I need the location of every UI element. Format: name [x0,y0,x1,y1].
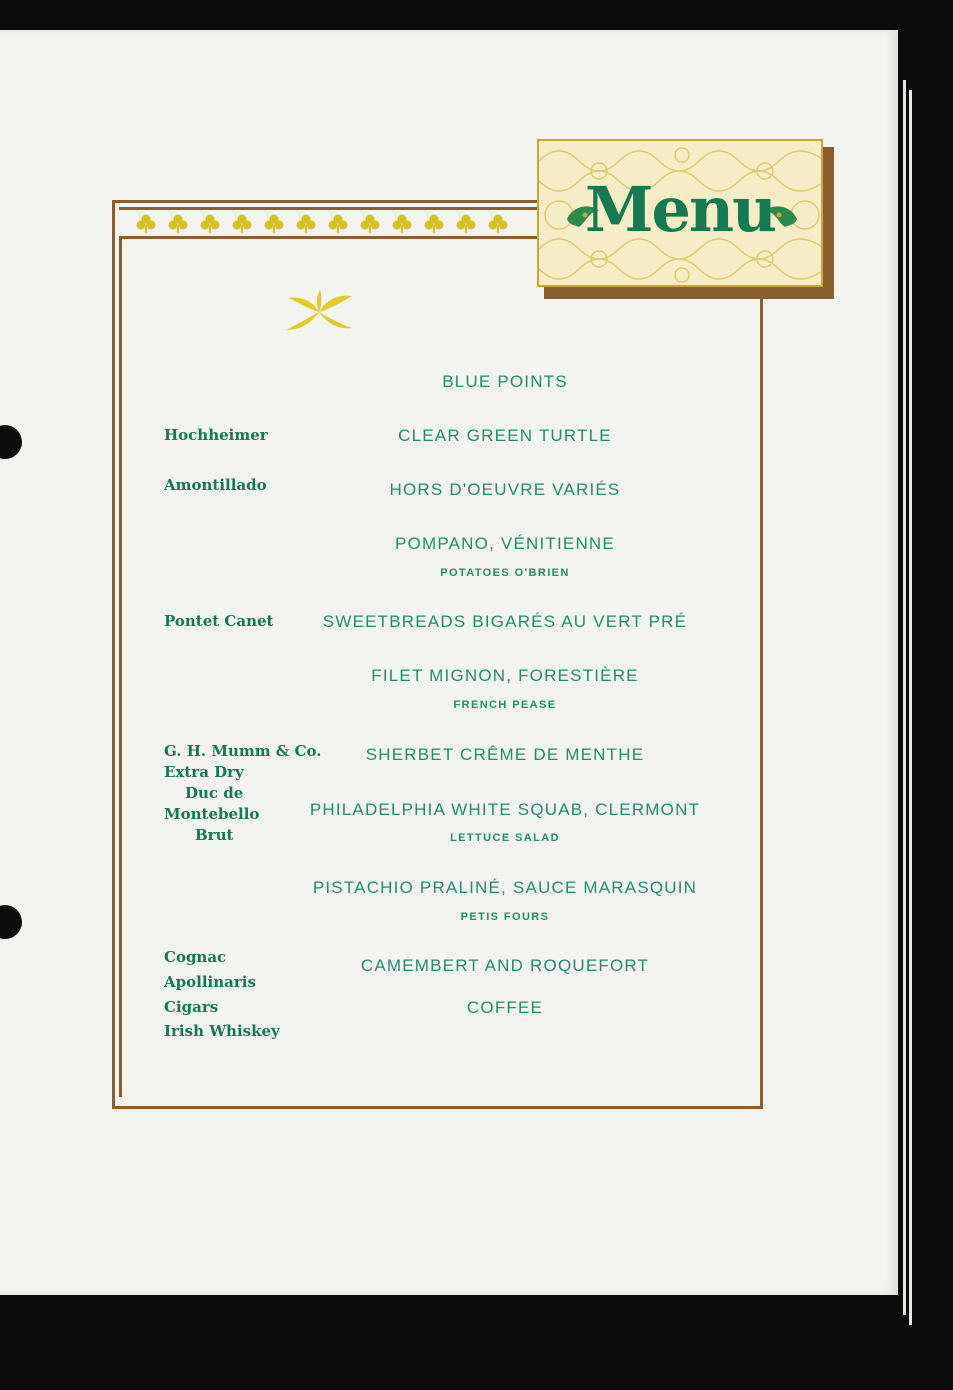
course-filet-mignon: FILET MIGNON, FORESTIÈRE [371,666,639,685]
course-sweetbreads: SWEETBREADS BIGARÉS AU VERT PRÉ [322,612,688,631]
clover-icon [229,213,255,233]
course-hors-doeuvre: HORS D'OEUVRE VARIÉS [389,480,621,499]
course-squab: PHILADELPHIA WHITE SQUAB, CLERMONT [309,800,701,819]
wine-item: Extra Dry [164,763,244,781]
course-pistachio: PISTACHIO PRALINÉ, SAUCE MARASQUIN [312,878,698,897]
wine-item: Pontet Canet [164,612,274,630]
clover-icon [133,213,159,233]
clover-icon [261,213,287,233]
wine-item: Brut [195,826,234,844]
punch-hole [0,425,22,459]
wine-item: Cigars [164,998,219,1016]
course-accompaniment: FRENCH PEASE [453,699,557,711]
course-sherbet: SHERBET CRÊME DE MENTHE [365,745,645,764]
wine-item: Hochheimer [164,426,268,444]
clover-icon [421,213,447,233]
clover-icon [293,213,319,233]
course-accompaniment: PETIS FOURS [460,911,550,923]
punch-hole [0,905,22,939]
clover-icon [453,213,479,233]
clover-icon [485,213,511,233]
clover-band [119,207,542,239]
menu-title: Menu [584,173,776,246]
course-accompaniment: POTATOES O'BRIEN [440,567,570,579]
course-blue-points: BLUE POINTS [442,372,568,391]
wine-item: Irish Whiskey [164,1022,280,1040]
page-edge [903,80,906,1315]
course-pompano: POMPANO, VÉNITIENNE [395,534,615,553]
wine-item: Apollinaris [164,973,256,991]
clover-icon [165,213,191,233]
course-coffee: COFFEE [466,998,544,1017]
menu-header [537,139,823,287]
clover-icon [389,213,415,233]
wine-item: G. H. Mumm & Co. [164,742,322,760]
wine-item: Duc de [185,784,244,802]
wine-item: Montebello [164,805,260,823]
course-accompaniment: LETTUCE SALAD [450,832,560,844]
course-cheese: CAMEMBERT AND ROQUEFORT [360,956,650,975]
page-edge [909,90,912,1325]
frame-inner-rule [119,237,122,1097]
leaf-flourish-icon [282,290,356,334]
clover-icon [325,213,351,233]
wine-item: Amontillado [164,476,267,494]
clover-icon [197,213,223,233]
course-clear-green-turtle: CLEAR GREEN TURTLE [398,426,612,445]
wine-item: Cognac [164,948,227,966]
clover-icon [357,213,383,233]
